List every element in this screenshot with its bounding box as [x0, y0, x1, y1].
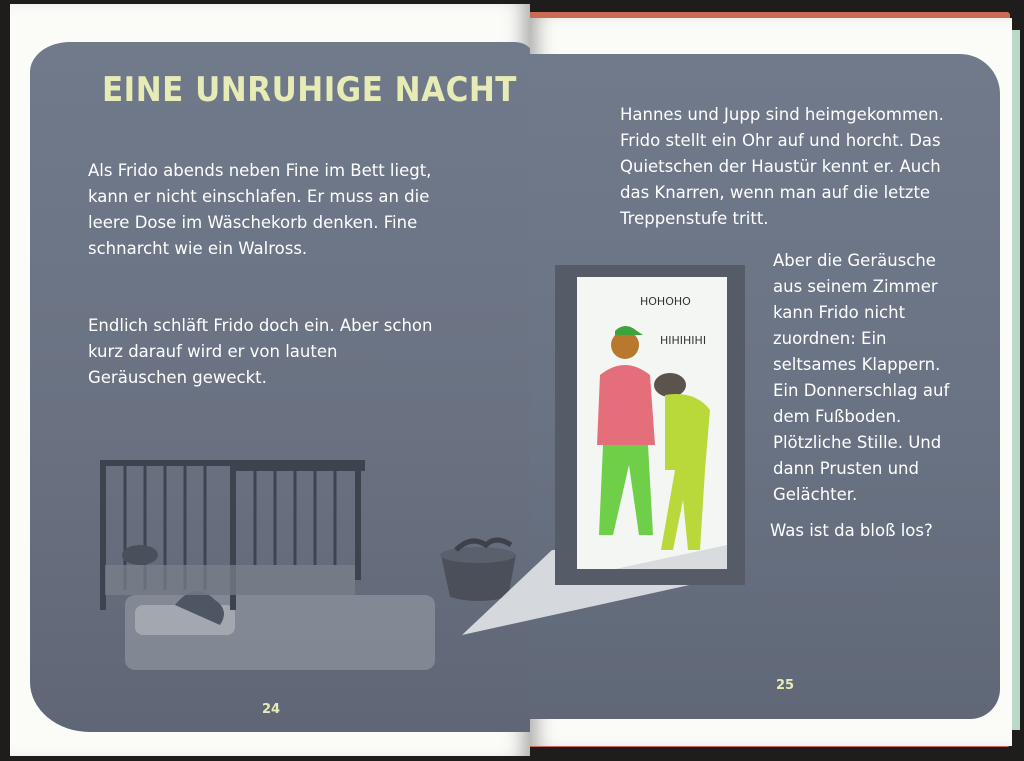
- right-paragraph-1: Hannes und Jupp sind heimgekommen. Frido stellt ein Ohr auf und horcht. Das Quietschen der Haustür kennt er. Auch das Knarren, wenn man auf die letzte Treppenstufe tritt.: [620, 105, 944, 228]
- doorway-illustration: [555, 265, 745, 585]
- laugh-text-1: HOHOHO: [640, 295, 691, 308]
- page-number-left: 24: [262, 702, 281, 717]
- laugh-text-2: HIHIHIHI: [660, 334, 707, 347]
- chapter-title: EINE UNRUHIGE NACHT: [102, 70, 517, 110]
- left-paragraph-2: Endlich schläft Frido doch ein. Aber schon kurz darauf wird er von lauten Geräuschen geweckt.: [88, 316, 433, 387]
- page-number-right: 25: [776, 678, 795, 693]
- right-paragraph-2: Aber die Geräusche aus seinem Zimmer kann Frido nicht zuordnen: Ein seltsames Klappern. Ein Donnerschlag auf dem Fußboden. Plötzliche Stille. Und dann Prusten und Gelächter.: [773, 251, 950, 504]
- bed-illustration: [95, 455, 455, 685]
- left-paragraph-1: Als Frido abends neben Fine im Bett liegt, kann er nicht einschlafen. Er muss an die leere Dose im Wäschekorb denken. Fine schnarcht wie ein Walross.: [88, 161, 432, 258]
- right-paragraph-3: Was ist da bloß los?: [770, 521, 933, 540]
